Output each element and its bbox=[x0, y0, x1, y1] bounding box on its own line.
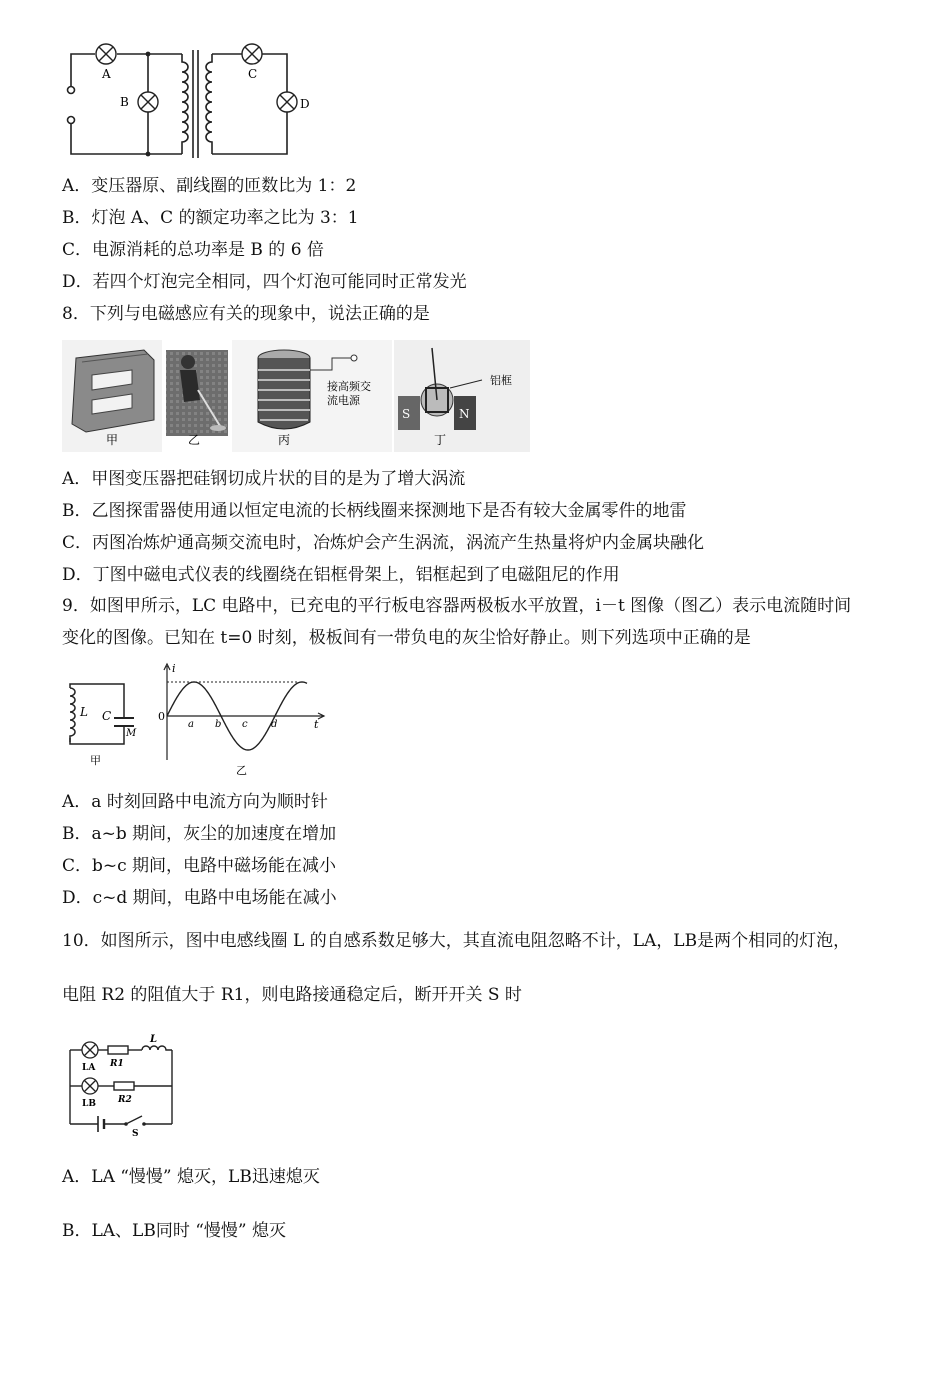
q7-option-d: D．若四个灯泡完全相同，四个灯泡可能同时正常发光 bbox=[62, 272, 467, 292]
caption-yi: 乙 bbox=[236, 764, 247, 777]
label-r2: R2 bbox=[118, 1095, 132, 1105]
label-c: C bbox=[248, 67, 258, 81]
caption-jia: 甲 bbox=[90, 754, 101, 767]
axis-i: i bbox=[172, 662, 176, 675]
q7-option-a: A．变压器原、副线圈的匝数比为 1：2 bbox=[62, 176, 357, 196]
lamp-b-icon bbox=[138, 92, 158, 112]
label-lb: LB bbox=[82, 1099, 96, 1109]
q8-stem: 8．下列与电磁感应有关的现象中，说法正确的是 bbox=[62, 304, 430, 324]
induction-phenomena-figure bbox=[62, 340, 532, 452]
label-m: M bbox=[126, 728, 137, 739]
moving-coil-meter-image bbox=[394, 340, 530, 452]
q10-stem-line-1: 10．如图所示，图中电感线圈 L 的自感系数足够大，其直流电阻忽略不计，LA，LB是两个相同的灯泡， bbox=[62, 931, 851, 951]
tick-b: b bbox=[215, 719, 222, 730]
q10-option-a: A．LA “慢慢” 熄灭，LB迅速熄灭 bbox=[62, 1167, 320, 1187]
label-l: L bbox=[150, 1034, 158, 1045]
label-s: S bbox=[132, 1129, 139, 1139]
q9-stem-line-2: 变化的图像。已知在 t=0 时刻，极板间有一带负电的灰尘恰好静止。则下列选项中正确的是 bbox=[62, 628, 751, 648]
q9-stem-line-1: 9．如图甲所示，LC 电路中，已充电的平行板电容器两极板水平放置，i－t 图像（图乙）表示电流随时间 bbox=[62, 596, 852, 616]
tick-d: d bbox=[271, 719, 278, 730]
q8-option-a: A．甲图变压器把硅钢切成片状的目的是为了增大涡流 bbox=[62, 469, 466, 489]
lamp-d-icon bbox=[277, 92, 297, 112]
q9-option-b: B．a~b 期间，灰尘的加速度在增加 bbox=[62, 824, 337, 844]
transformer-circuit-figure bbox=[62, 42, 322, 162]
pole-n: N bbox=[459, 407, 470, 421]
q7-option-c: C．电源消耗的总功率是 B 的 6 倍 bbox=[62, 240, 324, 260]
mine-detector-image bbox=[166, 350, 228, 436]
q7-option-b: B．灯泡 A、C 的额定功率之比为 3：1 bbox=[62, 208, 359, 228]
caption-bing: 丙 bbox=[278, 433, 291, 447]
label-r1: R1 bbox=[110, 1059, 124, 1069]
q9-option-d: D．c~d 期间，电路中电场能在减小 bbox=[62, 888, 337, 908]
lamp-la-icon bbox=[82, 1042, 98, 1058]
q8-option-c: C．丙图冶炼炉通高频交流电时，冶炼炉会产生涡流，涡流产生热量将炉内金属块融化 bbox=[62, 533, 705, 553]
q10-stem-line-2: 电阻 R2 的阻值大于 R1，则电路接通稳定后，断开开关 S 时 bbox=[62, 985, 522, 1005]
axis-t: t bbox=[314, 718, 319, 731]
caption-ding: 丁 bbox=[434, 433, 447, 447]
lamp-c-icon bbox=[242, 44, 262, 64]
self-inductance-circuit-figure bbox=[62, 1030, 192, 1140]
lamp-a-icon bbox=[96, 44, 116, 64]
label-d: D bbox=[300, 97, 310, 111]
lc-circuit-figure bbox=[62, 660, 332, 778]
caption-yi: 乙 bbox=[188, 433, 201, 447]
q10-option-b: B．LA、LB同时 “慢慢” 熄灭 bbox=[62, 1221, 287, 1241]
label-a: A bbox=[102, 67, 111, 81]
origin: 0 bbox=[158, 710, 165, 723]
frame-label: 铝框 bbox=[490, 374, 512, 387]
caption-jia: 甲 bbox=[106, 433, 119, 447]
q8-option-d: D．丁图中磁电式仪表的线圈绕在铝框骨架上，铝框起到了电磁阻尼的作用 bbox=[62, 565, 620, 585]
label-c: C bbox=[102, 709, 112, 723]
q9-option-a: A．a 时刻回路中电流方向为顺时针 bbox=[62, 792, 328, 812]
tick-a: a bbox=[188, 719, 194, 730]
furnace-label-2: 流电源 bbox=[327, 394, 360, 407]
lamp-lb-icon bbox=[82, 1078, 98, 1094]
label-b: B bbox=[120, 95, 129, 109]
label-la: LA bbox=[82, 1063, 96, 1073]
induction-furnace-image bbox=[232, 340, 392, 452]
tick-c: c bbox=[242, 719, 248, 730]
furnace-label-1: 接高频交 bbox=[327, 380, 371, 393]
q9-option-c: C．b~c 期间，电路中磁场能在减小 bbox=[62, 856, 337, 876]
q8-option-b: B．乙图探雷器使用通以恒定电流的长柄线圈来探测地下是否有较大金属零件的地雷 bbox=[62, 501, 687, 521]
label-l: L bbox=[80, 705, 88, 719]
pole-s: S bbox=[402, 407, 411, 421]
